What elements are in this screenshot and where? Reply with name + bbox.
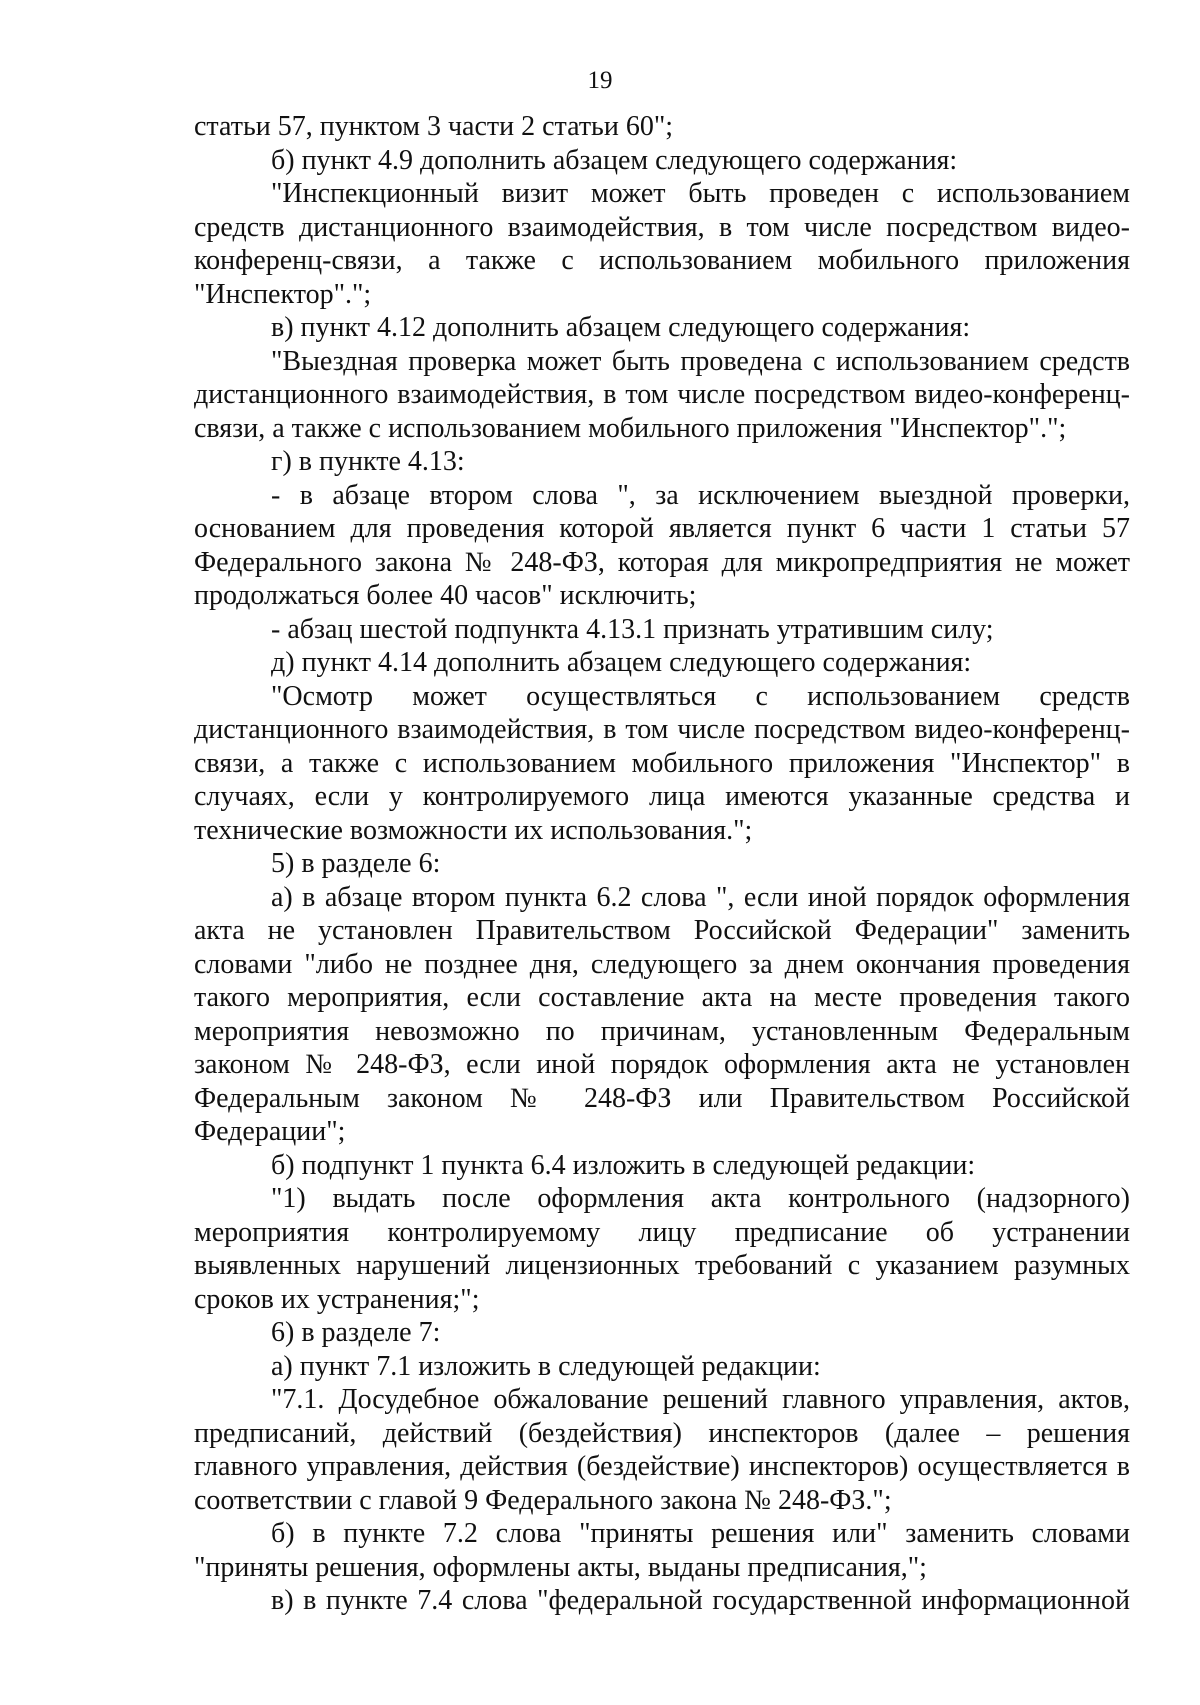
text-line: словами "либо не позднее дня, следующего за днем окончания проведения [194,948,1130,980]
text-line: мероприятия контролируемому лицу предписание об устранении [194,1216,1130,1248]
document-body [194,110,1130,1618]
text-line: акта не установлен Правительством Российской Федерации" заменить [194,915,1130,946]
text-line: сроков их устранения;"; [194,1283,480,1315]
text-line: "Осмотр может осуществляться с использованием средств [271,680,1130,712]
text-line: д) пункт 4.14 дополнить абзацем следующего содержания: [271,647,972,678]
text-line: б) в пункте 7.2 слова "приняты решения или" заменить словами [271,1518,1130,1549]
text-line: статьи 57, пунктом 3 части 2 статьи 60"; [194,111,674,142]
text-line: 5) в разделе 6: [271,848,441,879]
text-line: - абзац шестой подпункта 4.13.1 признать утратившим силу; [271,613,994,645]
text-line: Федерального закона № 248-ФЗ, которая для микропредприятия не может [194,546,1130,578]
text-line: а) в абзаце втором пункта 6.2 слова ", если иной порядок оформления [271,881,1130,913]
text-line: законом № 248-ФЗ, если иной порядок оформления акта не установлен [194,1049,1130,1080]
text-line: мероприятия невозможно по причинам, установленным Федеральным [194,1015,1130,1047]
text-line: "Инспекционный визит может быть проведен с использованием [271,178,1130,209]
page-number: 19 [587,67,613,94]
text-line: "7.1. Досудебное обжалование решений главного управления, актов, [271,1384,1130,1415]
text-line: выявленных нарушений лицензионных требований с указанием разумных [194,1250,1130,1281]
text-line: - в абзаце втором слова ", за исключением выездной проверки, [271,479,1130,511]
text-line: 6) в разделе 7: [271,1317,441,1348]
text-line: в) пункт 4.12 дополнить абзацем следующего содержания: [271,312,971,343]
text-line: связи, а также с использованием мобильного приложения "Инспектор" в [194,747,1130,779]
text-line: предписаний, действий (бездействия) инспекторов (далее – решения [194,1417,1130,1449]
text-line: Федерации"; [194,1116,346,1147]
text-line: дистанционного взаимодействия, в том числе посредством видео-конференц- [194,714,1130,745]
text-line: в) в пункте 7.4 слова "федеральной государственной информационной [271,1585,1130,1616]
text-line: технические возможности их использования."; [194,814,753,846]
text-line: Федеральным законом № 248-ФЗ или Правительством Российской [194,1082,1130,1114]
text-line: конференц-связи, а также с использованием мобильного приложения [194,245,1130,276]
text-line: дистанционного взаимодействия, в том числе посредством видео-конференц- [194,379,1130,410]
text-line: связи, а также с использованием мобильного приложения "Инспектор"."; [194,412,1067,444]
text-line: такого мероприятия, если составление акта на месте проведения такого [194,982,1130,1013]
text-line: случаях, если у контролируемого лица имеются указанные средства и [194,781,1130,812]
text-line: "1) выдать после оформления акта контрольного (надзорного) [271,1183,1130,1214]
text-line: продолжаться более 40 часов" исключить; [194,580,697,611]
text-line: а) пункт 7.1 изложить в следующей редакции: [271,1350,821,1382]
text-line: основанием для проведения которой является пункт 6 части 1 статьи 57 [194,513,1130,544]
text-line: "Инспектор"."; [194,278,372,310]
text-line: "Выездная проверка может быть проведена с использованием средств [271,345,1130,377]
text-line: "приняты решения, оформлены акты, выданы предписания,"; [194,1551,927,1583]
text-line: б) пункт 4.9 дополнить абзацем следующего содержания: [271,144,958,176]
text-line: соответствии с главой 9 Федерального закона № 248-ФЗ."; [194,1484,892,1516]
text-line: главного управления, действия (бездействие) инспекторов) осуществляется в [194,1451,1130,1482]
text-line: г) в пункте 4.13: [271,446,465,477]
text-line: средств дистанционного взаимодействия, в том числе посредством видео- [194,211,1130,243]
text-line: б) подпункт 1 пункта 6.4 изложить в следующей редакции: [271,1149,976,1181]
